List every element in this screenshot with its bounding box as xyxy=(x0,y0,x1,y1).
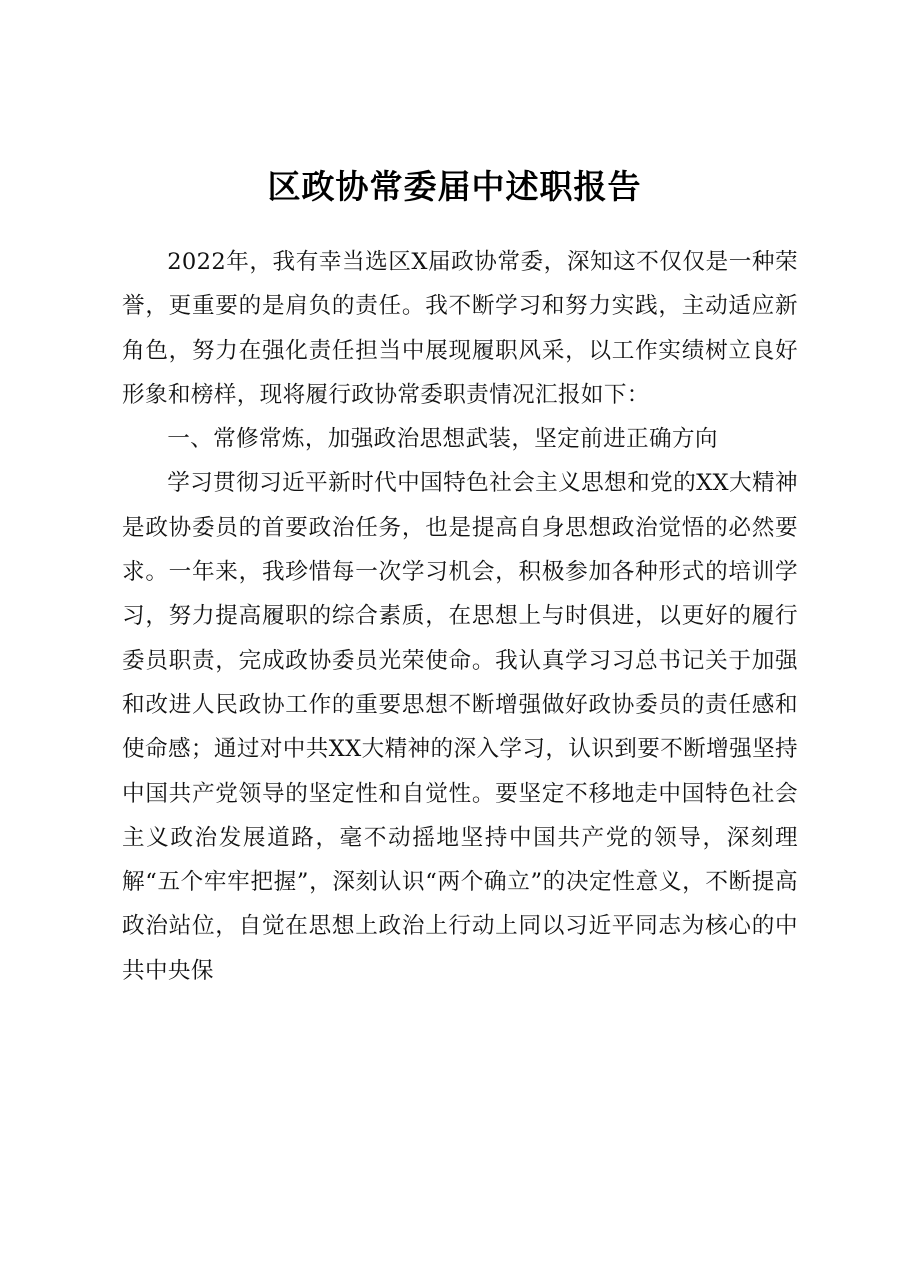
document-body xyxy=(122,240,798,993)
document-title: 区政协常委届中述职报告 xyxy=(267,167,642,206)
section-heading: 一、常修常炼，加强政治思想武装，坚定前进正确方向 xyxy=(167,426,718,453)
body-paragraph: 学习贯彻习近平新时代中国特色社会主义思想和党的XX大精神是政协委员的首要政治任务，也是提高自身思想政治觉悟的必然要求。一年来，我珍惜每一次学习机会，积极参加各种形式的培训学习，努力提高履职的综合素质，在思想上与时俱进，以更好的履行委员职责，完成政协委员光荣使命。我认真学习习总书记关于加强和改进人民政协工作的重要思想不断增强做好政协委员的责任感和使命感；通过对中共XX大精神的深入学习，认识到要不断增强坚持中国共产党领导的坚定性和自觉性。要坚定不移地走中国特色社会主义政治发展道路，毫不动摇地坚持中国共产党的领导，深刻理解“五个牢牢把握”，深刻认识“两个确立”的决定性意义，不断提高政治站位，自觉在思想上政治上行动上同以习近平同志为核心的中共中央保 xyxy=(122,470,798,984)
intro-paragraph: 2022年，我有幸当选区X届政协常委，深知这不仅仅是一种荣誉，更重要的是肩负的责任。我不断学习和努力实践，主动适应新角色，努力在强化责任担当中展现履职风采，以工作实绩树立良好形象和榜样，现将履行政协常委职责情况汇报如下： xyxy=(122,249,798,408)
